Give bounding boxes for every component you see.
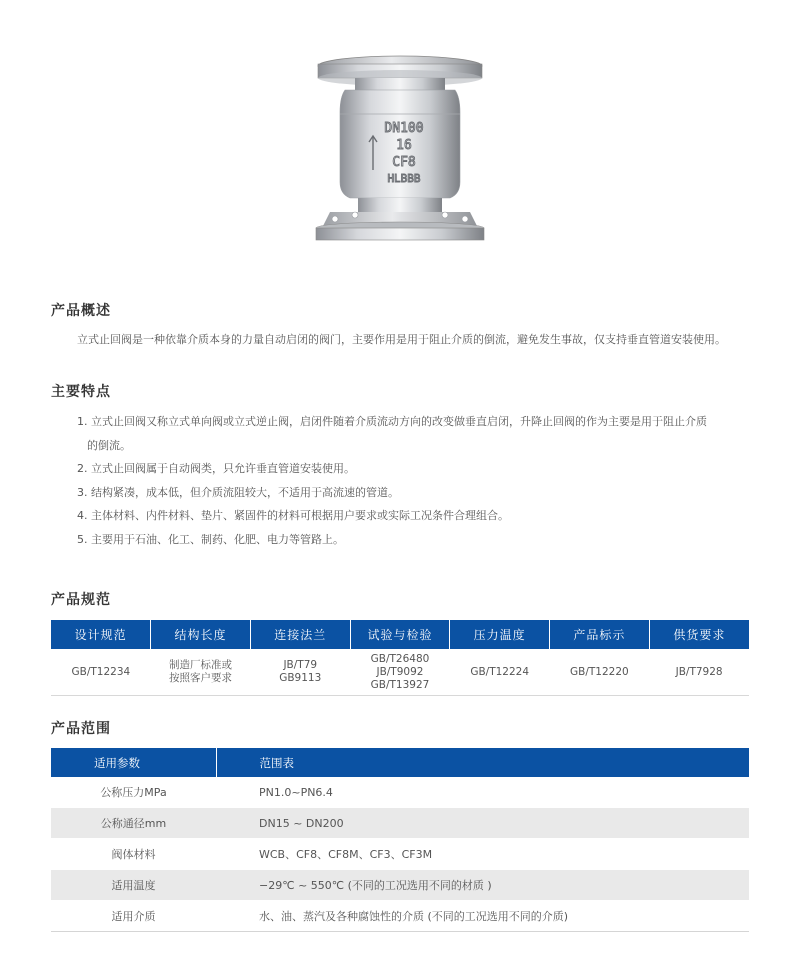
table-row [51,839,749,870]
feature-item: 5. 主要用于石油、化工、制药、化肥、电力等管路上。 [77,532,344,546]
table-header-row [51,748,749,777]
spec-header-length: 结构长度 [151,620,251,649]
marking-pn: 16 [396,138,412,153]
overview-title: 产品概述 [51,303,111,319]
table-header-row [51,620,749,649]
range-value: WCB、CF8、CF8M、CF3、CF3M [216,839,749,870]
spec-header-marking: 产品标示 [550,620,650,649]
spec-table [51,620,749,696]
range-param: 阀体材料 [51,839,216,870]
table-row [51,901,749,932]
range-param: 适用温度 [51,870,216,901]
range-value: PN1.0~PN6.4 [216,777,749,808]
spec-header-design: 设计规范 [51,620,151,649]
range-param: 适用介质 [51,901,216,932]
range-value: 水、油、蒸汽及各种腐蚀性的介质 (不同的工况选用不同的介质) [216,901,749,932]
table-row [51,777,749,808]
valve-bottom-flange [316,228,484,240]
spec-header-flange: 连接法兰 [250,620,350,649]
range-value: DN15 ~ DN200 [216,808,749,839]
feature-item: 2. 立式止回阀属于自动阀类，只允许垂直管道安装使用。 [77,462,355,475]
spec-cell-design: GB/T12234 [51,649,151,696]
marking-material: CF8 [392,155,416,170]
range-header-param: 适用参数 [51,748,216,777]
spec-cell-pressure: GB/T12224 [450,649,550,696]
spec-cell-flange: JB/T79 GB9113 [250,649,350,696]
range-param: 公称通径mm [51,808,216,839]
spec-cell-marking: GB/T12220 [550,649,650,696]
marking-brand: HLBBB [387,172,421,185]
features-title: 主要特点 [51,384,111,400]
range-value: −29℃ ~ 550℃ (不同的工况选用不同的材质 ) [216,870,749,901]
range-header-range: 范围表 [216,748,749,777]
overview-text: 立式止回阀是一种依靠介质本身的力量自动启闭的阀门，主要作用是用于阻止介质的倒流，避免发生事故，仅支持垂直管道安装使用。 [77,333,726,346]
spec-header-test: 试验与检验 [350,620,450,649]
spec-cell-length: 制造厂标准或 按照客户要求 [151,649,251,696]
range-table [51,748,749,932]
range-param: 公称压力MPa [51,777,216,808]
spec-header-pressure: 压力温度 [450,620,550,649]
valve-product-image [300,52,500,252]
features-list [77,410,767,551]
feature-item-cont: 的倒流。 [87,438,131,452]
feature-item: 3. 结构紧凑，成本低，但介质流阻较大，不适用于高流速的管道。 [77,485,399,499]
range-title: 产品范围 [51,721,111,737]
spec-title: 产品规范 [51,592,111,608]
feature-item: 4. 主体材料、内件材料、垫片、紧固件的材料可根据用户要求或实际工况条件合理组合。 [77,509,509,522]
feature-item: 1. 立式止回阀又称立式单向阀或立式逆止阀，启闭件随着介质流动方向的改变做垂直启闭，升降止回阀的作为主要是用于阻止介质 [77,415,707,428]
marking-dn: DN100 [384,121,424,136]
spec-cell-test: GB/T26480 JB/T9092 GB/T13927 [350,649,450,696]
table-row [51,649,749,696]
spec-cell-supply: JB/T7928 [649,649,749,696]
table-row [51,808,749,839]
spec-header-supply: 供货要求 [649,620,749,649]
table-row [51,870,749,901]
